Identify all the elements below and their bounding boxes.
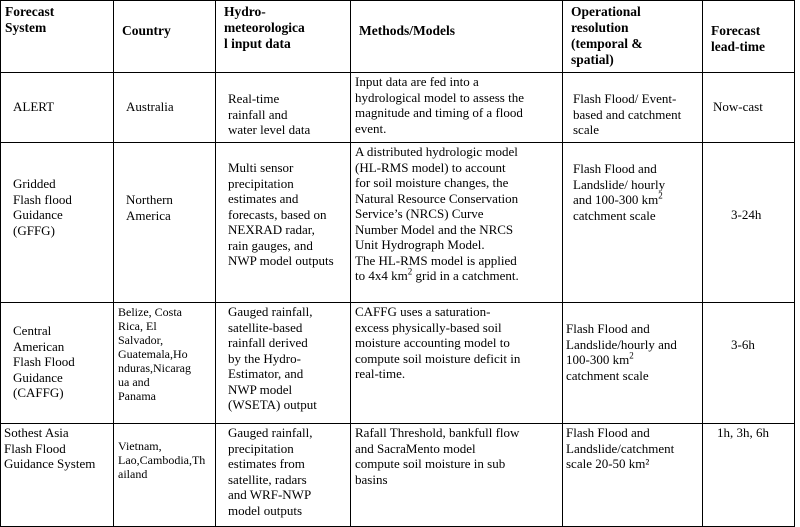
header-forecast-system: Forecast System [1, 1, 114, 73]
cell-resolution: Flash Flood and Landslide/ hourly and 100-300 $km^2$ catchment scale [563, 143, 703, 303]
cell-input: Gauged rainfall, precipitation estimates from satellite, radars and WRF-NWP model outputs [216, 424, 351, 527]
table-row [1, 143, 795, 303]
cell-lead: 3-6h [703, 303, 795, 424]
cell-country: Belize, Costa Rica, El Salvador, Guatemala,Ho nduras,Nicarag ua and Panama [114, 303, 216, 424]
header-row [1, 1, 795, 73]
cell-resolution: Flash Flood and Landslide/catchment scale 20-50 km² [563, 424, 703, 527]
header-input-data: Hydro- meteorologica l input data [216, 1, 351, 73]
cell-input: Gauged rainfall, satellite-based rainfall derived by the Hydro- Estimator, and NWP model (WSETA) output [216, 303, 351, 424]
cell-input: Multi sensor precipitation estimates and forecasts, based on NEXRAD radar, rain gauges, and NWP model outputs [216, 143, 351, 303]
cell-methods: CAFFG uses a saturation- excess physically-based soil moisture accounting model to compute soil moisture deficit in real-time. [351, 303, 563, 424]
cell-country: Northern America [114, 143, 216, 303]
table-row [1, 303, 795, 424]
cell-methods: Rafall Threshold, bankfull flow and SacraMento model compute soil moisture in sub basins [351, 424, 563, 527]
cell-country: Australia [114, 73, 216, 143]
header-lead-time: Forecast lead-time [703, 1, 795, 73]
cell-system: Central American Flash Flood Guidance (CAFFG) [1, 303, 114, 424]
cell-system: ALERT [1, 73, 114, 143]
header-country: Country [114, 1, 216, 73]
cell-lead: Now-cast [703, 73, 795, 143]
cell-lead: 1h, 3h, 6h [703, 424, 795, 527]
cell-methods: A distributed hydrologic model (HL-RMS model) to account for soil moisture changes, the Natural Resource Conservation Service’s (NRCS) Curve Number Model and the NRCS Unit Hydrograph Model. The HL-RMS model is applied to 4x4 $km^2$ grid in a catchment. [351, 143, 563, 303]
cell-resolution: Flash Flood/ Event- based and catchment scale [563, 73, 703, 143]
header-operational-resolution: Operational resolution (temporal & spatial) [563, 1, 703, 73]
cell-input: Real-time rainfall and water level data [216, 73, 351, 143]
cell-country: Vietnam, Lao,Cambodia,Th ailand [114, 424, 216, 527]
cell-methods: Input data are fed into a hydrological model to assess the magnitude and timing of a flood event. [351, 73, 563, 143]
cell-system: Gridded Flash flood Guidance (GFFG) [1, 143, 114, 303]
header-methods-models: Methods/Models [351, 1, 563, 73]
table-row [1, 424, 795, 527]
table-row [1, 73, 795, 143]
cell-system: Sothest Asia Flash Flood Guidance System [1, 424, 114, 527]
cell-resolution: Flash Flood and Landslide/hourly and 100-300 $km^2$ catchment scale [563, 303, 703, 424]
cell-lead: 3-24h [703, 143, 795, 303]
